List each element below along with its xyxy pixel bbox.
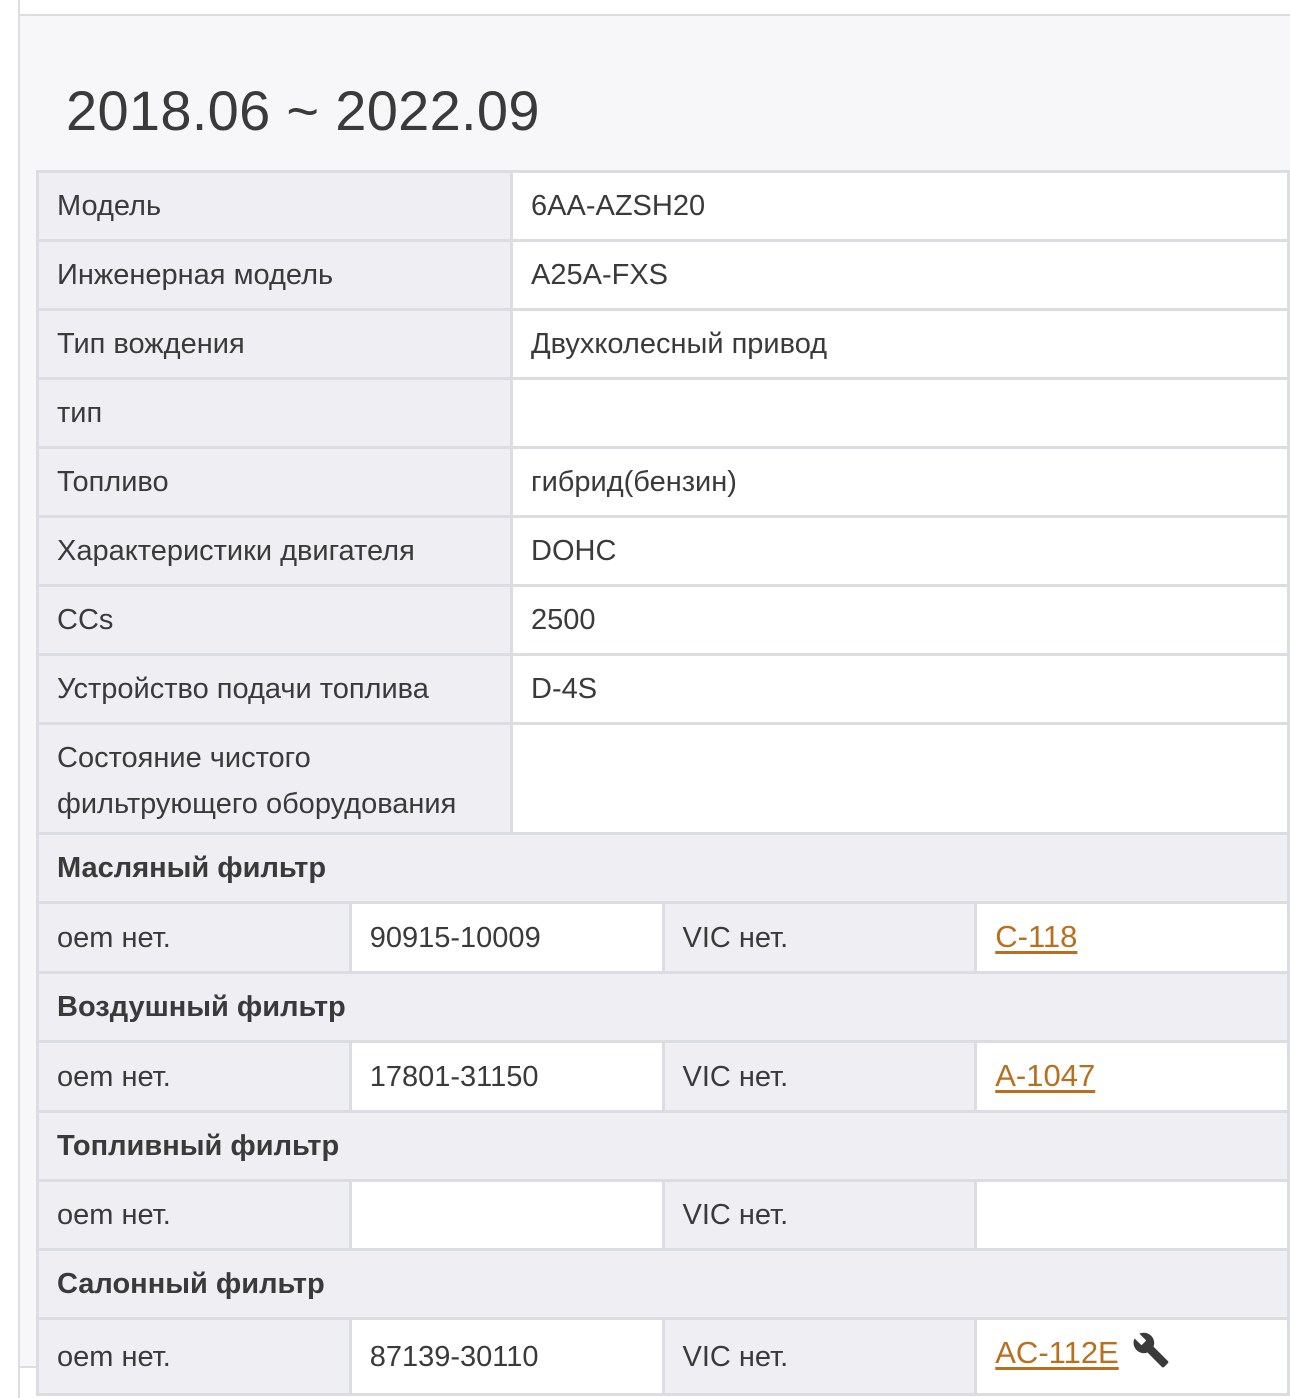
- oem-label: oem нет.: [38, 1181, 351, 1250]
- table-row: [38, 586, 1289, 655]
- spec-label: Устройство подачи топлива: [38, 655, 512, 724]
- filter-title: Воздушный фильтр: [38, 973, 1289, 1042]
- vic-cell: [976, 1042, 1289, 1112]
- vic-cell: [976, 903, 1289, 973]
- table-row: [38, 172, 1289, 241]
- vic-label: VIC нет.: [663, 1042, 976, 1112]
- spec-value: D-4S: [512, 655, 1289, 724]
- filter-row: [38, 1042, 1289, 1112]
- spec-label: Характеристики двигателя: [38, 517, 512, 586]
- oem-label: oem нет.: [38, 903, 351, 973]
- filter-header-row: [38, 1250, 1289, 1319]
- filter-row: [38, 903, 1289, 973]
- spec-value: Двухколесный привод: [512, 310, 1289, 379]
- spec-value: гибрид(бензин): [512, 448, 1289, 517]
- filter-header-row: [38, 1112, 1289, 1181]
- vic-cell: [976, 1319, 1289, 1395]
- spec-label: Состояние чистого фильтрующего оборудования: [38, 724, 512, 839]
- spec-label: CCs: [38, 586, 512, 655]
- spec-value: 2500: [512, 586, 1289, 655]
- filter-row: [38, 1319, 1289, 1395]
- table-row: [38, 379, 1289, 448]
- oem-value: [350, 1181, 663, 1250]
- oem-label: oem нет.: [38, 1042, 351, 1112]
- spec-value: [512, 379, 1289, 448]
- filter-header-row: [38, 973, 1289, 1042]
- filter-title: Салонный фильтр: [38, 1250, 1289, 1319]
- vic-part-link[interactable]: C-118: [995, 919, 1078, 954]
- spec-label: Тип вождения: [38, 310, 512, 379]
- filter-row: [38, 1181, 1289, 1250]
- vic-label: VIC нет.: [663, 903, 976, 973]
- vic-part-link[interactable]: AC-112E: [995, 1335, 1119, 1370]
- filters-table: [36, 832, 1290, 1396]
- table-row: [38, 517, 1289, 586]
- spec-label: Инженерная модель: [38, 241, 512, 310]
- vic-label: VIC нет.: [663, 1319, 976, 1395]
- filter-title: Топливный фильтр: [38, 1112, 1289, 1181]
- content-frame: [18, 0, 1290, 1398]
- oem-label: oem нет.: [38, 1319, 351, 1395]
- spec-label: тип: [38, 379, 512, 448]
- period-title: 2018.06 ~ 2022.09: [66, 79, 540, 142]
- spec-label: Топливо: [38, 448, 512, 517]
- spec-label: Модель: [38, 172, 512, 241]
- table-row: [38, 448, 1289, 517]
- spec-value: DOHC: [512, 517, 1289, 586]
- spec-table: [36, 170, 1290, 840]
- vic-label: VIC нет.: [663, 1181, 976, 1250]
- filter-title: Масляный фильтр: [38, 834, 1289, 903]
- oem-value: 17801-31150: [350, 1042, 663, 1112]
- vic-value: [976, 1181, 1289, 1250]
- vic-part-link[interactable]: A-1047: [995, 1058, 1096, 1093]
- spec-value: [512, 724, 1289, 839]
- oem-value: 90915-10009: [350, 903, 663, 973]
- spec-value: A25A-FXS: [512, 241, 1289, 310]
- wrench-icon[interactable]: [1131, 1331, 1171, 1383]
- filter-header-row: [38, 834, 1289, 903]
- table-row: [38, 310, 1289, 379]
- table-row: [38, 724, 1289, 839]
- model-panel: [20, 14, 1290, 1373]
- table-row: [38, 655, 1289, 724]
- oem-value: 87139-30110: [350, 1319, 663, 1395]
- spec-value: 6AA-AZSH20: [512, 172, 1289, 241]
- table-row: [38, 241, 1289, 310]
